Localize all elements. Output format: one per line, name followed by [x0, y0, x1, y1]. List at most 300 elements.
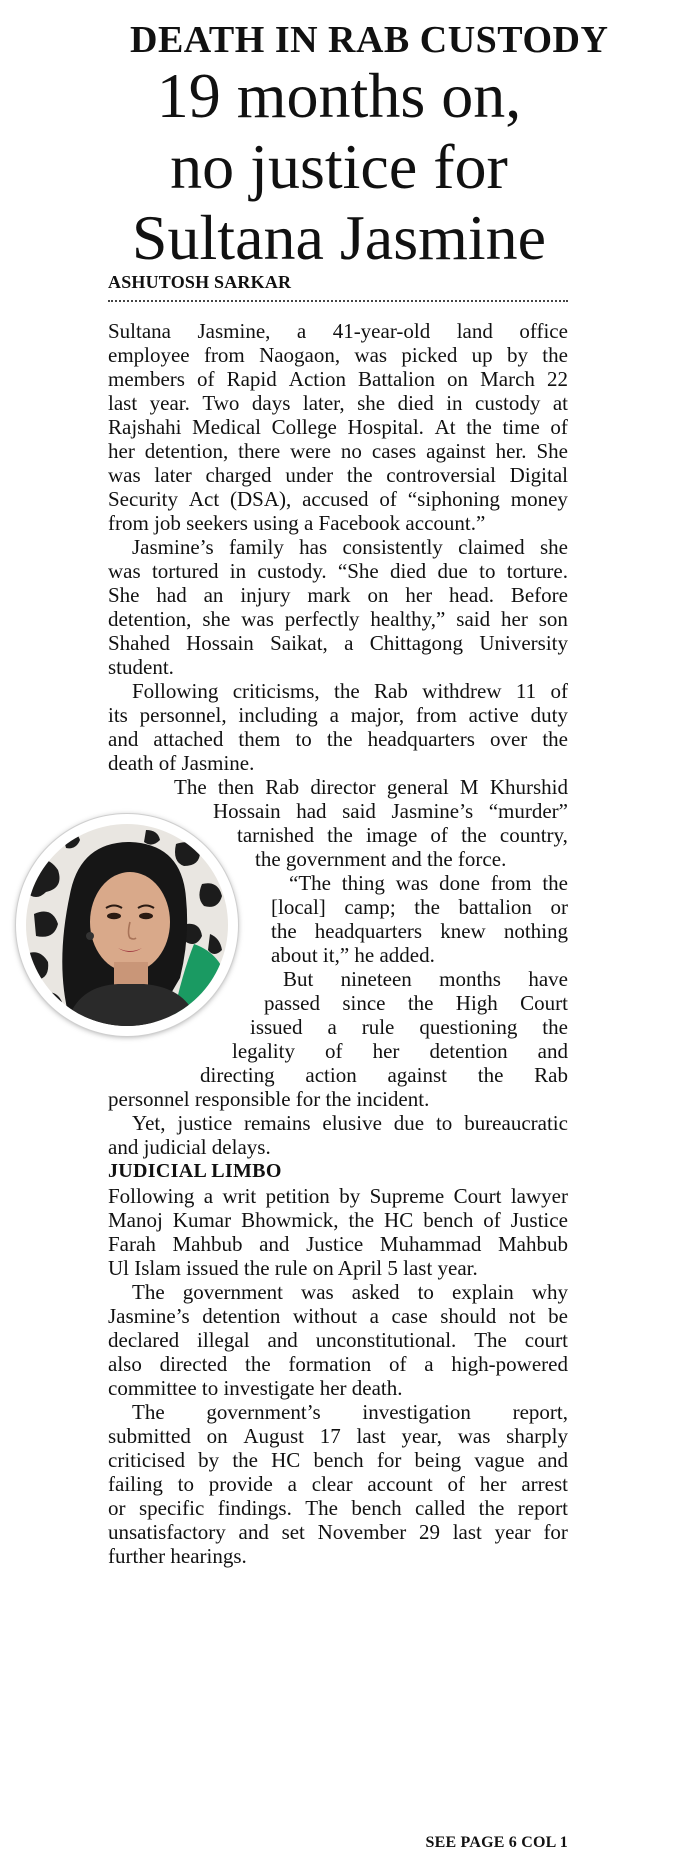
- word: her: [372, 1039, 400, 1063]
- word: the: [333, 679, 360, 703]
- word: her: [501, 607, 528, 631]
- word: of: [430, 823, 448, 847]
- word: The: [305, 1496, 338, 1520]
- word: Security: [108, 487, 178, 511]
- word: Jasmine’s: [108, 1304, 190, 1328]
- word: consistently: [342, 535, 443, 559]
- word: over: [489, 727, 528, 751]
- word: battalion: [458, 895, 532, 919]
- text-line: [108, 1184, 568, 1208]
- text-line: [108, 559, 568, 583]
- word: said: [456, 607, 491, 631]
- word: arrest: [521, 1472, 568, 1496]
- text-line: [108, 631, 568, 655]
- word: from: [490, 871, 532, 895]
- word: major,: [350, 703, 405, 727]
- word: be: [548, 1304, 568, 1328]
- word: year: [494, 1520, 531, 1544]
- word: unconstitutional.: [315, 1328, 457, 1352]
- word: She: [536, 439, 568, 463]
- word: a: [203, 1184, 214, 1208]
- word: personnel,: [139, 703, 227, 727]
- word: the: [542, 1015, 568, 1039]
- word: later: [154, 463, 192, 487]
- portrait-photo-icon: [26, 824, 228, 1026]
- text-line: further hearings.: [108, 1544, 247, 1568]
- word: without: [292, 1304, 358, 1328]
- word: custody.: [257, 559, 327, 583]
- word: Justice: [510, 1208, 568, 1232]
- word: for: [376, 1448, 402, 1472]
- word: Rapid: [226, 367, 277, 391]
- word: Supreme: [369, 1184, 445, 1208]
- text-line: [108, 583, 568, 607]
- text-line: [108, 367, 568, 391]
- word: accused: [302, 487, 369, 511]
- text-line: [132, 679, 568, 703]
- word: the: [232, 1448, 258, 1472]
- word: the: [407, 991, 434, 1015]
- word: Hossain: [213, 799, 281, 823]
- word: and: [108, 727, 139, 751]
- word: elusive: [322, 1111, 382, 1135]
- word: government’s: [206, 1400, 321, 1424]
- word: last: [108, 391, 138, 415]
- word: died: [390, 559, 427, 583]
- word: bench: [351, 1496, 402, 1520]
- word: the: [542, 343, 568, 367]
- word: HC: [271, 1448, 301, 1472]
- word: of: [325, 1039, 343, 1063]
- word: Medical: [192, 415, 261, 439]
- word: the: [346, 463, 373, 487]
- word: HC: [384, 1208, 414, 1232]
- word: Muhammad: [379, 1232, 482, 1256]
- word: Hospital.: [347, 415, 424, 439]
- text-line: [108, 1472, 568, 1496]
- word: claimed: [458, 535, 525, 559]
- word: 22: [546, 367, 568, 391]
- word: criticisms,: [232, 679, 320, 703]
- byline: ASHUTOSH SARKAR: [108, 272, 292, 292]
- text-line: [264, 991, 568, 1015]
- word: headquarters: [314, 919, 423, 943]
- word: Kumar: [172, 1208, 232, 1232]
- word: Following: [108, 1184, 195, 1208]
- word: cases: [371, 439, 417, 463]
- text-line: [108, 319, 568, 343]
- word: custody: [475, 391, 541, 415]
- word: and: [537, 1039, 568, 1063]
- word: findings.: [217, 1496, 292, 1520]
- word: employee: [108, 343, 190, 367]
- word: has: [299, 535, 328, 559]
- portrait-photo: [16, 814, 238, 1036]
- word: legality: [232, 1039, 295, 1063]
- text-line: and judicial delays.: [108, 1135, 271, 1159]
- word: Rajshahi: [108, 415, 182, 439]
- word: report: [517, 1496, 568, 1520]
- word: she: [539, 535, 568, 559]
- word: a: [287, 1472, 297, 1496]
- word: by: [339, 1184, 361, 1208]
- word: her.: [495, 439, 527, 463]
- word: her: [479, 1472, 507, 1496]
- word: “murder”: [488, 799, 568, 823]
- text-line: [237, 823, 568, 847]
- word: was: [108, 559, 141, 583]
- word: said: [342, 799, 376, 823]
- word: Manoj: [108, 1208, 163, 1232]
- word: 11: [515, 679, 537, 703]
- word: active: [468, 703, 519, 727]
- word: of: [388, 1352, 407, 1376]
- text-line: [108, 1448, 568, 1472]
- text-line: [108, 1232, 568, 1256]
- headline-line: Sultana Jasmine: [131, 202, 547, 273]
- word: from: [415, 703, 457, 727]
- text-line: [250, 1015, 568, 1039]
- word: [local]: [271, 895, 326, 919]
- word: Yet,: [132, 1111, 166, 1135]
- word: Farah: [108, 1232, 156, 1256]
- word: she: [202, 607, 231, 631]
- word: its: [108, 703, 128, 727]
- word: vague: [474, 1448, 525, 1472]
- word: March: [480, 367, 535, 391]
- word: clear: [311, 1472, 353, 1496]
- word: due: [393, 1111, 425, 1135]
- headline: [108, 60, 570, 273]
- text-line: [213, 799, 568, 823]
- word: unsatisfactory: [108, 1520, 226, 1544]
- word: The: [132, 1280, 165, 1304]
- word: on: [206, 1424, 228, 1448]
- word: there: [238, 439, 281, 463]
- text-line: personnel responsible for the incident.: [108, 1087, 430, 1111]
- word: Sultana: [108, 319, 171, 343]
- word: tortured: [151, 559, 219, 583]
- word: “The: [289, 871, 331, 895]
- word: her: [108, 439, 135, 463]
- byline-divider: [108, 300, 568, 302]
- word: questioning: [419, 1015, 518, 1039]
- text-line: [132, 1111, 568, 1135]
- word: on: [447, 367, 469, 391]
- word: them: [238, 727, 281, 751]
- word: August: [243, 1424, 305, 1448]
- text-line: [108, 1352, 568, 1376]
- word: Jasmine’s: [132, 535, 214, 559]
- jump-line: SEE PAGE 6 COL 1: [425, 1834, 568, 1851]
- word: an: [203, 583, 224, 607]
- word: petition: [265, 1184, 330, 1208]
- word: under: [285, 463, 334, 487]
- word: to: [295, 727, 312, 751]
- word: Act: [188, 487, 220, 511]
- word: a: [329, 703, 339, 727]
- word: the: [326, 727, 353, 751]
- word: passed: [264, 991, 320, 1015]
- word: detention,: [108, 607, 192, 631]
- word: bench: [423, 1208, 474, 1232]
- word: then: [217, 775, 255, 799]
- word: due: [437, 559, 468, 583]
- word: was: [241, 607, 274, 631]
- word: M: [459, 775, 479, 799]
- text-line: [108, 1328, 568, 1352]
- text-line: about it,” he added.: [271, 943, 435, 967]
- word: months: [439, 967, 501, 991]
- word: by: [506, 343, 528, 367]
- word: detention: [429, 1039, 508, 1063]
- text-line: [283, 967, 568, 991]
- text-line: [108, 463, 568, 487]
- word: court: [524, 1328, 568, 1352]
- word: a: [344, 631, 354, 655]
- word: 17: [319, 1424, 341, 1448]
- text-line: [271, 919, 568, 943]
- word: the: [271, 919, 297, 943]
- word: have: [528, 967, 568, 991]
- word: general: [386, 775, 449, 799]
- word: had: [296, 799, 327, 823]
- text-line: [132, 1280, 568, 1304]
- word: Court: [520, 991, 568, 1015]
- word: since: [342, 991, 386, 1015]
- text-line: [132, 1400, 568, 1424]
- word: the: [327, 823, 353, 847]
- word: the: [466, 415, 492, 439]
- word: headquarters: [367, 727, 475, 751]
- word: directing: [200, 1063, 275, 1087]
- text-line: [108, 703, 568, 727]
- word: report,: [512, 1400, 568, 1424]
- word: up: [471, 343, 493, 367]
- word: mark: [307, 583, 351, 607]
- word: “siphoning: [407, 487, 500, 511]
- word: should: [440, 1304, 497, 1328]
- word: also: [108, 1352, 142, 1376]
- word: healthy,”: [370, 607, 446, 631]
- word: for: [543, 1520, 568, 1544]
- word: Saikat,: [270, 631, 328, 655]
- word: to: [417, 1280, 434, 1304]
- word: of: [550, 415, 568, 439]
- text-line: [108, 343, 568, 367]
- text-line: [174, 775, 568, 799]
- word: against: [387, 1063, 447, 1087]
- text-line: [108, 415, 568, 439]
- word: bureaucratic: [464, 1111, 568, 1135]
- word: done: [439, 871, 480, 895]
- word: money: [510, 487, 568, 511]
- word: action: [305, 1063, 357, 1087]
- text-line: [108, 727, 568, 751]
- word: members: [108, 367, 185, 391]
- word: office: [519, 319, 568, 343]
- word: failing: [108, 1472, 163, 1496]
- word: the: [542, 871, 568, 895]
- word: Following: [132, 679, 219, 703]
- word: investigation: [362, 1400, 471, 1424]
- word: Rab: [534, 1063, 568, 1087]
- word: The: [474, 1328, 507, 1352]
- word: Battalion: [358, 367, 435, 391]
- word: sharply: [506, 1424, 568, 1448]
- word: the: [542, 727, 568, 751]
- word: (DSA),: [230, 487, 292, 511]
- word: the: [348, 1208, 375, 1232]
- word: duty: [530, 703, 568, 727]
- word: asked: [351, 1280, 400, 1304]
- word: against: [426, 439, 486, 463]
- word: of: [483, 1208, 501, 1232]
- word: of: [447, 1472, 465, 1496]
- word: explain: [451, 1280, 514, 1304]
- word: director: [310, 775, 376, 799]
- word: was: [457, 1424, 491, 1448]
- word: the: [244, 1352, 271, 1376]
- text-line: [132, 535, 568, 559]
- word: days: [251, 391, 291, 415]
- text-line: [108, 391, 568, 415]
- word: attached: [153, 727, 224, 751]
- word: a: [327, 1015, 337, 1039]
- word: government: [182, 1280, 283, 1304]
- word: a: [296, 319, 307, 343]
- word: of: [197, 367, 215, 391]
- word: by: [198, 1448, 220, 1472]
- word: detention,: [144, 439, 229, 463]
- word: of: [550, 679, 568, 703]
- word: She: [108, 583, 140, 607]
- word: time: [502, 415, 540, 439]
- word: set: [281, 1520, 305, 1544]
- word: Rab: [265, 775, 300, 799]
- word: High: [455, 991, 498, 1015]
- word: being: [414, 1448, 462, 1472]
- word: country,: [499, 823, 568, 847]
- text-line: [200, 1063, 568, 1087]
- word: last: [356, 1424, 386, 1448]
- word: torture.: [506, 559, 568, 583]
- word: “She: [337, 559, 379, 583]
- text-line: [271, 895, 568, 919]
- word: was: [354, 343, 388, 367]
- word: a: [424, 1352, 434, 1376]
- word: later,: [302, 391, 345, 415]
- word: Court: [453, 1184, 502, 1208]
- word: picked: [401, 343, 458, 367]
- word: Before: [510, 583, 568, 607]
- word: formation: [288, 1352, 372, 1376]
- word: Chittagong: [369, 631, 464, 655]
- word: thing: [341, 871, 385, 895]
- headline-line: 19 months on,: [156, 60, 522, 131]
- word: or: [108, 1496, 126, 1520]
- word: justice: [177, 1111, 233, 1135]
- text-line: committee to investigate her death.: [108, 1376, 403, 1400]
- word: injury: [240, 583, 291, 607]
- word: knew: [440, 919, 486, 943]
- word: Shahed: [108, 631, 170, 655]
- word: land: [456, 319, 493, 343]
- text-line: death of Jasmine.: [108, 751, 255, 775]
- word: issued: [250, 1015, 303, 1039]
- word: camp;: [344, 895, 396, 919]
- word: died: [397, 391, 434, 415]
- word: image: [365, 823, 418, 847]
- word: not: [508, 1304, 536, 1328]
- word: nothing: [503, 919, 568, 943]
- word: son: [538, 607, 568, 631]
- word: But: [283, 967, 314, 991]
- text-line: [108, 1496, 568, 1520]
- word: including: [238, 703, 318, 727]
- word: withdrew: [422, 679, 502, 703]
- text-line: [108, 1424, 568, 1448]
- word: Naogaon,: [259, 343, 341, 367]
- word: criticised: [108, 1448, 185, 1472]
- word: University: [479, 631, 568, 655]
- word: Action: [288, 367, 346, 391]
- word: head.: [449, 583, 494, 607]
- word: had: [156, 583, 187, 607]
- word: in: [229, 559, 247, 583]
- word: account: [367, 1472, 433, 1496]
- word: At: [434, 415, 456, 439]
- word: Khurshid: [489, 775, 568, 799]
- word: her: [405, 583, 433, 607]
- word: from: [203, 343, 245, 367]
- word: The: [132, 1400, 165, 1424]
- word: rule: [361, 1015, 395, 1039]
- word: to: [479, 559, 496, 583]
- word: provide: [208, 1472, 273, 1496]
- word: illegal: [197, 1328, 250, 1352]
- word: family: [229, 535, 284, 559]
- text-line: [108, 439, 568, 463]
- text-line: [108, 1208, 568, 1232]
- word: year,: [401, 1424, 442, 1448]
- word: writ: [222, 1184, 257, 1208]
- word: the: [477, 1063, 504, 1087]
- word: was: [301, 1280, 334, 1304]
- word: bench: [313, 1448, 364, 1472]
- word: in: [446, 391, 463, 415]
- word: Mahbub: [172, 1232, 243, 1256]
- word: the: [461, 823, 487, 847]
- word: last: [452, 1520, 482, 1544]
- word: tarnished: [237, 823, 314, 847]
- word: Justice: [306, 1232, 364, 1256]
- word: she: [357, 391, 386, 415]
- word: why: [531, 1280, 568, 1304]
- text-line: student.: [108, 655, 174, 679]
- word: a: [369, 1304, 379, 1328]
- word: perfectly: [284, 607, 360, 631]
- text-line: from job seekers using a Facebook account.”: [108, 511, 486, 535]
- word: 41-year-old: [332, 319, 431, 343]
- word: were: [290, 439, 331, 463]
- word: declared: [108, 1328, 180, 1352]
- word: was: [395, 871, 429, 895]
- word: charged: [205, 463, 272, 487]
- word: to: [177, 1472, 194, 1496]
- word: called: [415, 1496, 466, 1520]
- word: to: [435, 1111, 453, 1135]
